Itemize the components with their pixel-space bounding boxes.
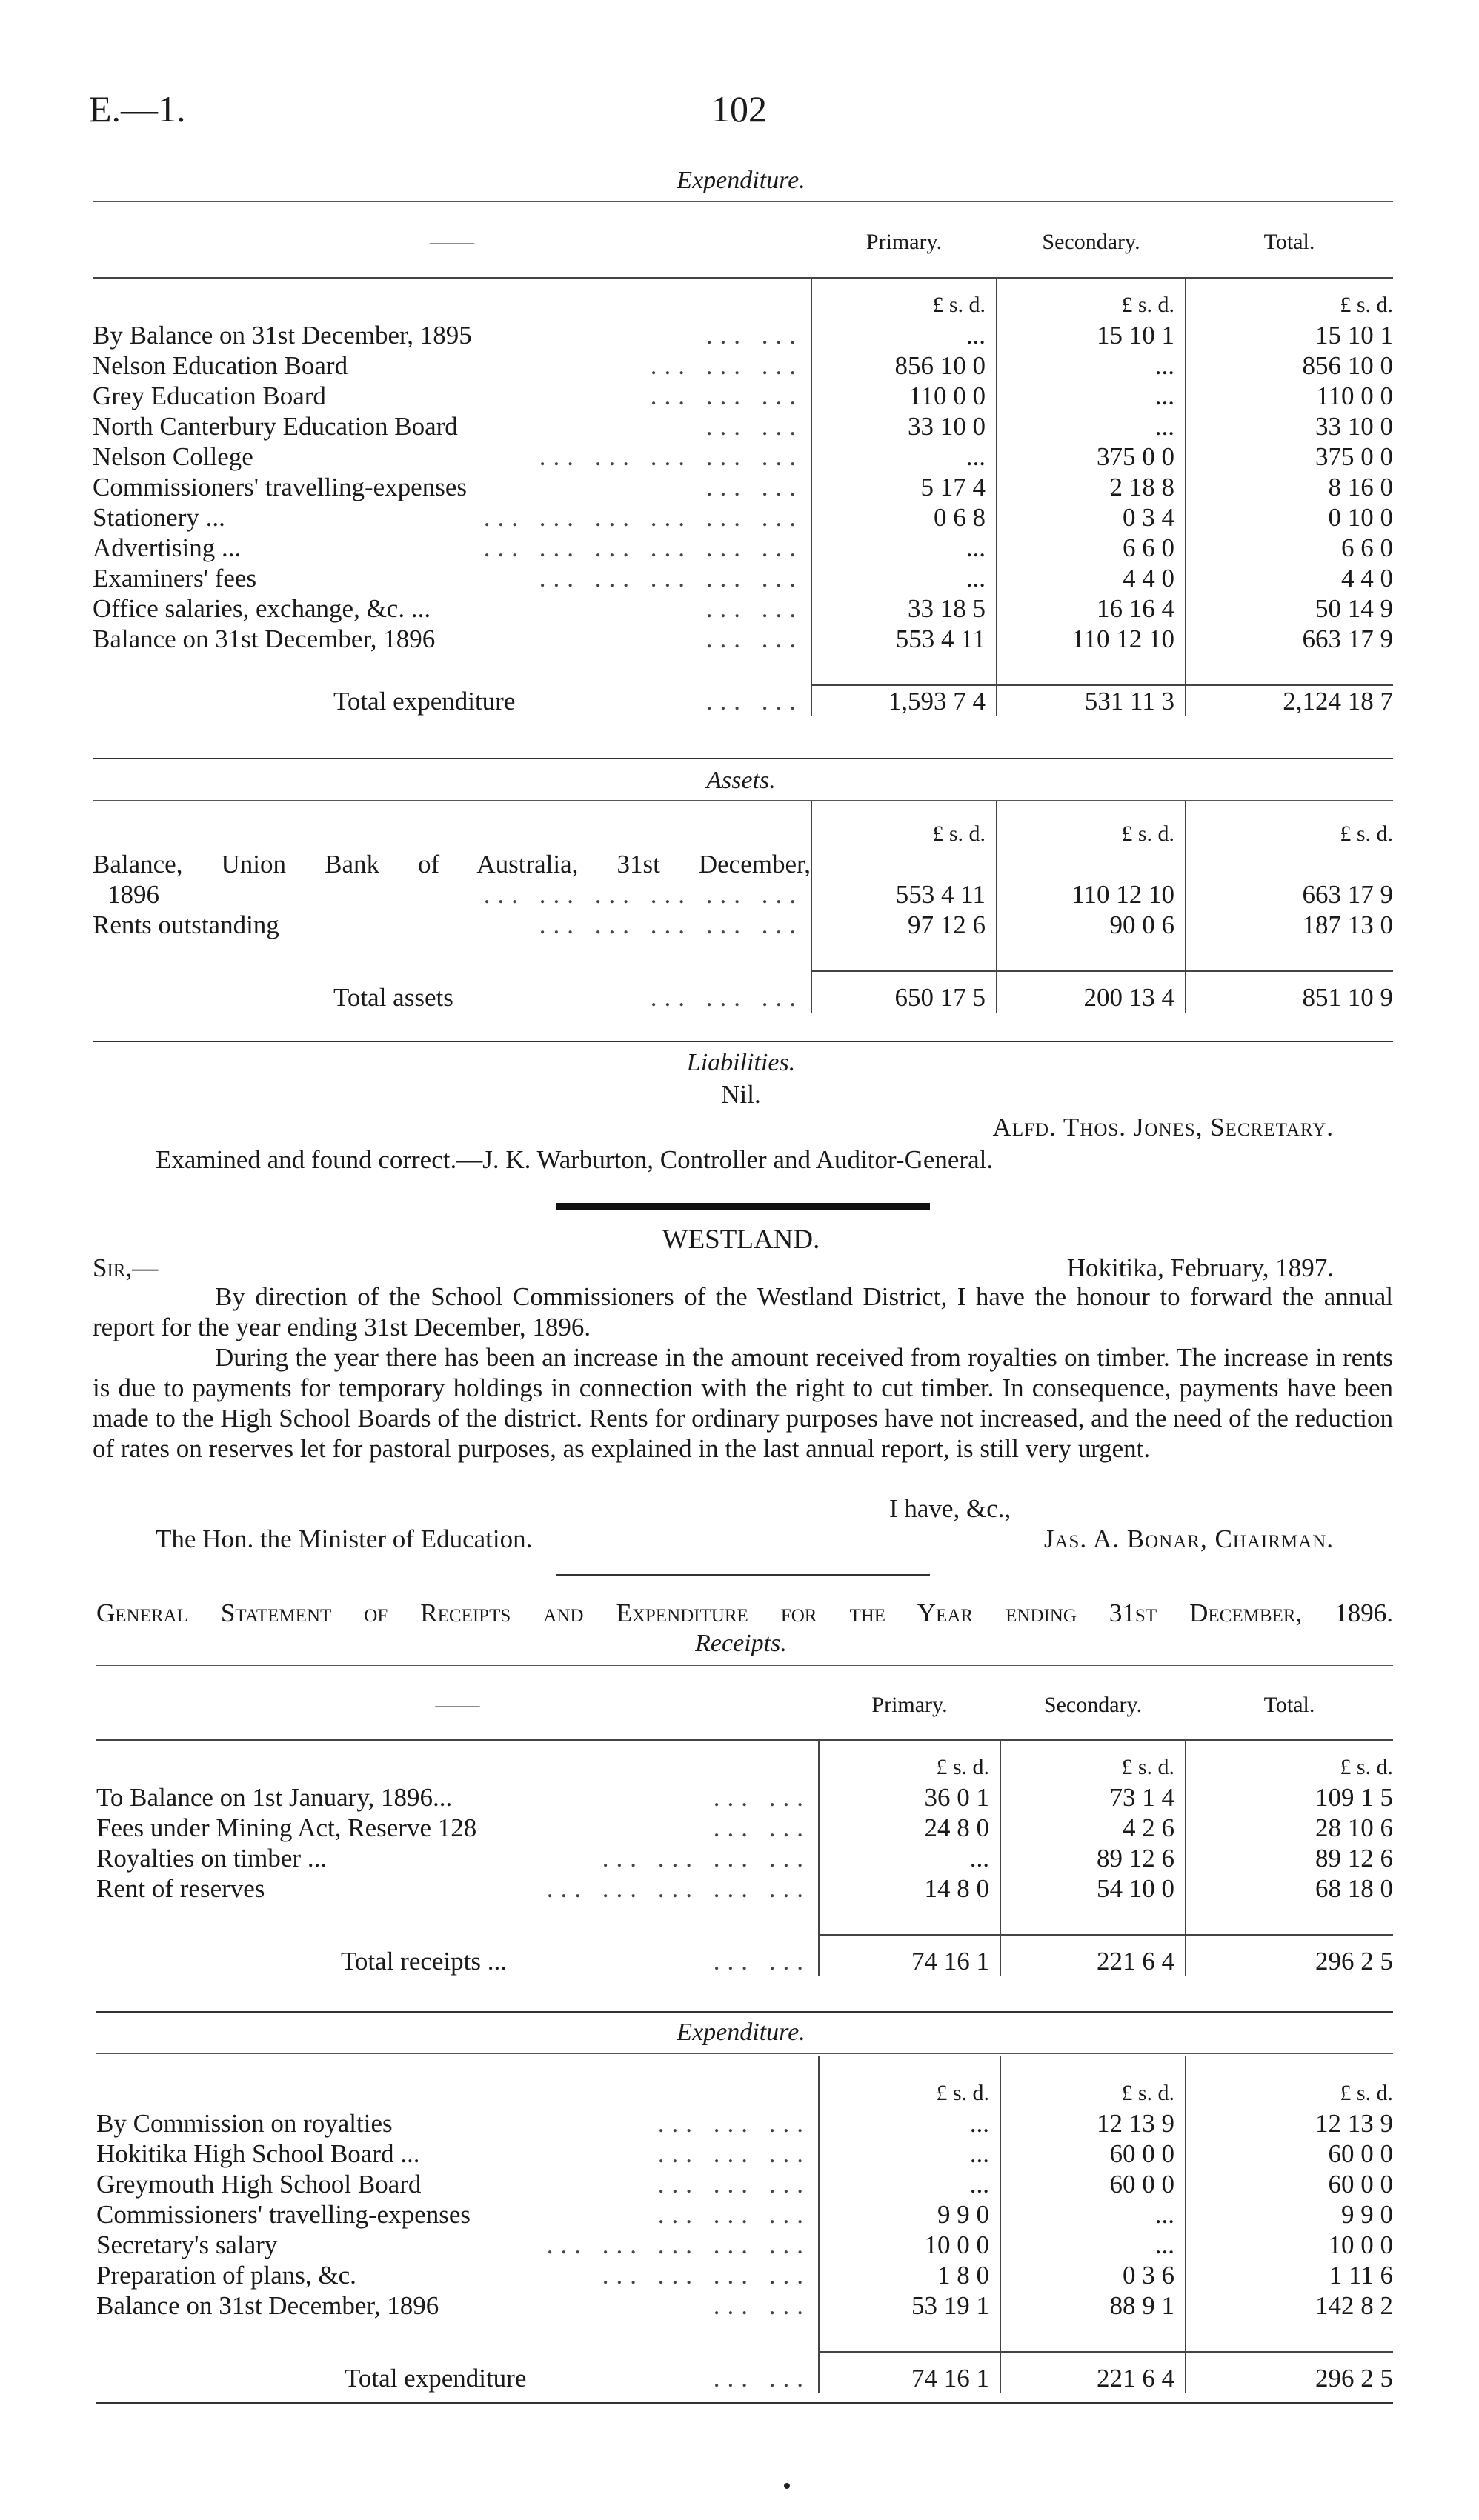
statement-title: General Statement of Receipts and Expenditure for the Year ending 31st December, 1896. bbox=[96, 1599, 1393, 1627]
column-header-primary: Primary. bbox=[865, 230, 943, 254]
table-header-row bbox=[93, 207, 1393, 278]
row-label: Balance, Union Bank of Australia, 31st December, bbox=[93, 850, 811, 879]
secondary-cell: ... bbox=[1000, 2230, 1186, 2260]
unit-label: £ s. d. bbox=[1186, 278, 1393, 320]
total-cell: 33 10 0 bbox=[1186, 411, 1393, 441]
total-cell: 68 18 0 bbox=[1186, 1873, 1393, 1904]
table-row: Fees under Mining Act, Reserve 128 ... ... 24 8 0 4 2 6 28 10 6 bbox=[96, 1813, 1393, 1842]
secondary-cell: 2 18 8 bbox=[997, 472, 1186, 502]
total-cell: 375 0 0 bbox=[1186, 441, 1393, 472]
primary-total: 74 16 1 bbox=[819, 1935, 1000, 1976]
total-label: Total receipts ... bbox=[341, 1947, 507, 1976]
grand-total: 2,124 18 7 bbox=[1186, 685, 1393, 716]
table-row: By Commission on royalties ... ... ... ... 12 13 9 12 13 9 bbox=[96, 2109, 1393, 2138]
table-row: Balance on 31st December, 1896 ... ... 553 4 11 110 12 10 663 17 9 bbox=[93, 624, 1393, 653]
table-row: Grey Education Board ... ... ... 110 0 0 ... 110 0 0 bbox=[93, 381, 1393, 410]
row-label: Examiners' fees bbox=[93, 564, 257, 593]
rule bbox=[96, 2053, 1393, 2054]
unit-label: £ s. d. bbox=[1000, 2056, 1186, 2108]
rule bbox=[96, 2402, 1393, 2404]
westland-expenditure-table bbox=[96, 2056, 1393, 2393]
row-label: Nelson College bbox=[93, 442, 253, 471]
secondary-cell: 73 1 4 bbox=[1000, 1782, 1186, 1813]
rule bbox=[93, 1041, 1393, 1042]
secondary-cell: 375 0 0 bbox=[997, 441, 1186, 472]
row-label: Rent of reserves bbox=[96, 1874, 265, 1903]
total-cell: 663 17 9 bbox=[1186, 624, 1393, 654]
primary-cell: 9 9 0 bbox=[819, 2199, 1000, 2230]
total-label: Total expenditure bbox=[333, 687, 516, 716]
total-cell: 60 0 0 bbox=[1186, 2169, 1393, 2199]
secondary-total: 221 6 4 bbox=[1000, 2352, 1186, 2393]
primary-total: 650 17 5 bbox=[811, 971, 997, 1013]
row-label: Commissioners' travelling-expenses bbox=[93, 473, 467, 501]
secondary-cell: ... bbox=[997, 411, 1186, 441]
auditor-certification: Examined and found correct.—J. K. Warburton, Controller and Auditor-General. bbox=[156, 1145, 994, 1174]
row-label: Grey Education Board bbox=[93, 381, 326, 410]
secondary-cell: 15 10 1 bbox=[997, 320, 1186, 350]
nelson-secretary-signature: Alfd. Thos. Jones, Secretary. bbox=[992, 1113, 1334, 1141]
total-cell: 28 10 6 bbox=[1186, 1813, 1393, 1843]
secondary-cell: ... bbox=[1000, 2199, 1186, 2230]
closing: I have, &c., bbox=[889, 1494, 1011, 1523]
primary-cell: 14 8 0 bbox=[819, 1873, 1000, 1904]
row-label: Preparation of plans, &c. bbox=[96, 2261, 356, 2290]
primary-cell: 1 8 0 bbox=[819, 2260, 1000, 2290]
page-number: 102 bbox=[711, 88, 767, 130]
unit-label: £ s. d. bbox=[811, 278, 997, 320]
row-label: Commissioners' travelling-expenses bbox=[96, 2200, 471, 2229]
total-row: Total expenditure ... ... 1,593 7 4 531 11 3 2,124 18 7 bbox=[333, 687, 1393, 716]
table-row: Examiners' fees ... ... ... ... ... ... 4 4 0 4 4 0 bbox=[93, 564, 1393, 593]
nelson-liabilities-caption: Liabilities. bbox=[686, 1049, 796, 1076]
place-date: Hokitika, February, 1897. bbox=[1066, 1253, 1334, 1282]
secondary-cell: 6 6 0 bbox=[997, 533, 1186, 563]
primary-cell: 53 19 1 bbox=[819, 2290, 1000, 2321]
primary-cell: 33 18 5 bbox=[811, 593, 997, 624]
unit-label: £ s. d. bbox=[997, 801, 1186, 849]
table-row: Nelson College ... ... ... ... ... ... 375 0 0 375 0 0 bbox=[93, 442, 1393, 471]
section-divider bbox=[556, 1203, 930, 1210]
nelson-expenditure-caption: Expenditure. bbox=[677, 167, 805, 194]
secondary-total: 531 11 3 bbox=[997, 685, 1186, 716]
total-cell: 50 14 9 bbox=[1186, 593, 1393, 624]
secondary-cell: ... bbox=[997, 381, 1186, 411]
rule bbox=[93, 758, 1393, 759]
table-row: Royalties on timber ... ... ... ... ... ... 89 12 6 89 12 6 bbox=[96, 1844, 1393, 1873]
primary-total: 74 16 1 bbox=[819, 2352, 1000, 2393]
letter-paragraph-2: During the year there has been an increase in the amount received from royalties on timber. The increase in rents is due to payments for temporary holdings in connection with the right to cut timber. In consequence, payments have been made to the High School Boards of the district. Rents for ordinary purposes have not increased, and the need of the reduction of rates on reserves let for pastoral purposes, as explained in the last annual report, is still very urgent. bbox=[93, 1343, 1393, 1463]
row-label: By Balance on 31st December, 1895 bbox=[93, 321, 472, 350]
total-row: Total expenditure ... ... 74 16 1 221 6 4 296 2 5 bbox=[96, 2352, 1393, 2393]
row-label: Balance on 31st December, 1896 bbox=[93, 624, 436, 653]
table-row: North Canterbury Education Board ... ... 33 10 0 ... 33 10 0 bbox=[93, 412, 1393, 441]
primary-cell: 33 10 0 bbox=[811, 411, 997, 441]
table-row: Secretary's salary ... ... ... ... ... 10 0 0 ... 10 0 0 bbox=[96, 2230, 1393, 2259]
salutation: Sir,— bbox=[93, 1253, 159, 1282]
table-row: Greymouth High School Board ... ... ... ... 60 0 0 60 0 0 bbox=[96, 2170, 1393, 2199]
primary-cell: 97 12 6 bbox=[811, 910, 997, 940]
row-label-continued: 1896 bbox=[107, 880, 159, 909]
primary-cell: ... bbox=[819, 1843, 1000, 1873]
total-cell: 110 0 0 bbox=[1186, 381, 1393, 411]
secondary-cell: 4 4 0 bbox=[997, 563, 1186, 593]
table-row: Office salaries, exchange, &c. ... ... ... 33 18 5 16 16 4 50 14 9 bbox=[93, 594, 1393, 623]
table-row: Rent of reserves ... ... ... ... ... 14 8 0 54 10 0 68 18 0 bbox=[96, 1874, 1393, 1903]
westland-receipts-caption: Receipts. bbox=[695, 1630, 787, 1657]
table-row: Rents outstanding ... ... ... ... ... 97 12 6 90 0 6 187 13 0 bbox=[93, 910, 1393, 939]
nelson-assets-caption: Assets. bbox=[706, 767, 776, 794]
total-row: Total receipts ... ... ... 74 16 1 221 6 4 296 2 5 bbox=[96, 1935, 1393, 1976]
row-label: Office salaries, exchange, &c. ... bbox=[93, 594, 431, 623]
table-row: Stationery ... ... ... ... ... ... ... 0 6 8 0 3 4 0 10 0 bbox=[93, 503, 1393, 532]
primary-cell: 24 8 0 bbox=[819, 1813, 1000, 1843]
secondary-cell: 54 10 0 bbox=[1000, 1873, 1186, 1904]
total-cell: 6 6 0 bbox=[1186, 533, 1393, 563]
secondary-cell: 60 0 0 bbox=[1000, 2169, 1186, 2199]
secondary-cell: 60 0 0 bbox=[1000, 2139, 1186, 2169]
unit-label: £ s. d. bbox=[1186, 2056, 1393, 2108]
total-cell: 12 13 9 bbox=[1186, 2108, 1393, 2139]
column-header-secondary: Secondary. bbox=[1043, 1693, 1143, 1717]
unit-row bbox=[96, 1740, 1393, 1782]
westland-receipts-table bbox=[96, 1671, 1393, 1976]
total-row: Total assets ... ... ... 650 17 5 200 13 4 851 10 9 bbox=[93, 971, 1393, 1013]
total-cell: 4 4 0 bbox=[1186, 563, 1393, 593]
table-row: Commissioners' travelling-expenses ... ... ... 9 9 0 ... 9 9 0 bbox=[96, 2200, 1393, 2229]
secondary-cell: 0 3 4 bbox=[997, 502, 1186, 533]
decorative-dot bbox=[784, 2483, 790, 2489]
unit-row bbox=[93, 278, 1393, 320]
row-label: Royalties on timber ... bbox=[96, 1844, 328, 1873]
table-row: Commissioners' travelling-expenses ... ... 5 17 4 2 18 8 8 16 0 bbox=[93, 473, 1393, 501]
total-cell: 187 13 0 bbox=[1186, 910, 1393, 940]
secondary-cell: ... bbox=[997, 350, 1186, 381]
column-header-secondary: Secondary. bbox=[1042, 230, 1140, 254]
primary-cell: 553 4 11 bbox=[811, 879, 997, 910]
unit-row bbox=[96, 2056, 1393, 2108]
row-label: Stationery ... bbox=[93, 503, 225, 532]
secondary-cell: 16 16 4 bbox=[997, 593, 1186, 624]
total-cell: 663 17 9 bbox=[1186, 879, 1393, 910]
total-cell: 89 12 6 bbox=[1186, 1843, 1393, 1873]
unit-label: £ s. d. bbox=[811, 801, 997, 849]
unit-label: £ s. d. bbox=[1186, 801, 1393, 849]
table-row: Nelson Education Board ... ... ... 856 10 0 ... 856 10 0 bbox=[93, 351, 1393, 380]
total-label: Total expenditure bbox=[345, 2364, 527, 2393]
secondary-cell: 0 3 6 bbox=[1000, 2260, 1186, 2290]
primary-total: 1,593 7 4 bbox=[811, 685, 997, 716]
primary-cell: ... bbox=[811, 533, 997, 563]
rule bbox=[93, 800, 1393, 801]
rule bbox=[96, 2011, 1393, 2013]
nelson-assets-table bbox=[93, 801, 1393, 1013]
total-cell: 856 10 0 bbox=[1186, 350, 1393, 381]
primary-cell: ... bbox=[819, 2108, 1000, 2139]
chairman-signature: Jas. A. Bonar, Chairman. bbox=[1043, 1524, 1334, 1553]
row-label: Rents outstanding bbox=[93, 910, 279, 939]
unit-label: £ s. d. bbox=[1000, 1740, 1186, 1782]
total-cell: 8 16 0 bbox=[1186, 472, 1393, 502]
secondary-cell: 110 12 10 bbox=[997, 879, 1186, 910]
row-label: Greymouth High School Board bbox=[96, 2170, 422, 2199]
secondary-cell: 89 12 6 bbox=[1000, 1843, 1186, 1873]
primary-cell: 553 4 11 bbox=[811, 624, 997, 654]
row-label: Advertising ... bbox=[93, 533, 242, 562]
secondary-cell: 4 2 6 bbox=[1000, 1813, 1186, 1843]
grand-total: 296 2 5 bbox=[1186, 2352, 1393, 2393]
rule bbox=[93, 201, 1393, 202]
rule bbox=[96, 1665, 1393, 1666]
total-cell: 60 0 0 bbox=[1186, 2139, 1393, 2169]
total-cell: 9 9 0 bbox=[1186, 2199, 1393, 2230]
secondary-cell: 110 12 10 bbox=[997, 624, 1186, 654]
table-row: Hokitika High School Board ... ... ... ... ... 60 0 0 60 0 0 bbox=[96, 2139, 1393, 2168]
row-label: Balance on 31st December, 1896 bbox=[96, 2291, 439, 2320]
row-label: North Canterbury Education Board bbox=[93, 412, 458, 441]
primary-cell: ... bbox=[819, 2139, 1000, 2169]
westland-expenditure-caption: Expenditure. bbox=[677, 2019, 805, 2046]
unit-label: £ s. d. bbox=[1186, 1740, 1393, 1782]
secondary-cell: 90 0 6 bbox=[997, 910, 1186, 940]
report-code: E.—1. bbox=[89, 88, 186, 130]
primary-cell: 110 0 0 bbox=[811, 381, 997, 411]
table-row: 1896 ... ... ... ... ... ... 553 4 11 110 12 10 663 17 9 bbox=[107, 880, 1393, 909]
primary-cell: 856 10 0 bbox=[811, 350, 997, 381]
row-label: By Commission on royalties bbox=[96, 2109, 393, 2138]
total-cell: 0 10 0 bbox=[1186, 502, 1393, 533]
table-row: Balance on 31st December, 1896 ... ... 53 19 1 88 9 1 142 8 2 bbox=[96, 2291, 1393, 2320]
row-label: Fees under Mining Act, Reserve 128 bbox=[96, 1813, 477, 1842]
primary-cell: 0 6 8 bbox=[811, 502, 997, 533]
row-label: To Balance on 1st January, 1896... bbox=[96, 1783, 453, 1812]
primary-cell: ... bbox=[819, 2169, 1000, 2199]
row-label: Secretary's salary bbox=[96, 2230, 278, 2259]
westland-heading: WESTLAND. bbox=[662, 1224, 820, 1255]
total-cell: 142 8 2 bbox=[1186, 2290, 1393, 2321]
unit-row bbox=[93, 801, 1393, 849]
addressee: The Hon. the Minister of Education. bbox=[156, 1524, 533, 1553]
row-label: Nelson Education Board bbox=[93, 351, 348, 380]
liabilities-value: Nil. bbox=[721, 1080, 761, 1109]
total-cell: 109 1 5 bbox=[1186, 1782, 1393, 1813]
primary-cell: 5 17 4 bbox=[811, 472, 997, 502]
secondary-total: 221 6 4 bbox=[1000, 1935, 1186, 1976]
total-cell: 10 0 0 bbox=[1186, 2230, 1393, 2260]
primary-cell: 10 0 0 bbox=[819, 2230, 1000, 2260]
primary-cell: ... bbox=[811, 563, 997, 593]
table-row bbox=[93, 849, 1393, 879]
table-row: By Balance on 31st December, 1895 ... ... ... 15 10 1 15 10 1 bbox=[93, 321, 1393, 350]
column-header-total: Total. bbox=[1263, 230, 1315, 254]
grand-total: 296 2 5 bbox=[1186, 1935, 1393, 1976]
primary-cell: ... bbox=[811, 441, 997, 472]
table-row: Advertising ... ... ... ... ... ... ... ... 6 6 0 6 6 0 bbox=[93, 533, 1393, 562]
unit-label: £ s. d. bbox=[819, 2056, 1000, 2108]
unit-label: £ s. d. bbox=[997, 278, 1186, 320]
total-cell: 15 10 1 bbox=[1186, 320, 1393, 350]
primary-cell: 36 0 1 bbox=[819, 1782, 1000, 1813]
letter-paragraph-1: By direction of the School Commissioners of the Westland District, I have the honour to forward the annual report for the year ending 31st December, 1896. bbox=[93, 1282, 1393, 1341]
column-header-total: Total. bbox=[1263, 1693, 1315, 1717]
column-header-primary: Primary. bbox=[871, 1693, 948, 1717]
table-row: Preparation of plans, &c. ... ... ... ... 1 8 0 0 3 6 1 11 6 bbox=[96, 2261, 1393, 2290]
total-label: Total assets bbox=[333, 983, 453, 1012]
table-row: To Balance on 1st January, 1896... ... ... 36 0 1 73 1 4 109 1 5 bbox=[96, 1783, 1393, 1812]
column-header-description: —— bbox=[435, 1693, 480, 1717]
grand-total: 851 10 9 bbox=[1186, 971, 1393, 1013]
table-header-row bbox=[96, 1671, 1393, 1740]
section-divider bbox=[556, 1574, 930, 1576]
nelson-expenditure-table bbox=[93, 207, 1393, 716]
secondary-total: 200 13 4 bbox=[997, 971, 1186, 1013]
primary-cell: ... bbox=[811, 320, 997, 350]
column-header-description: —— bbox=[430, 230, 474, 254]
unit-label: £ s. d. bbox=[819, 1740, 1000, 1782]
total-cell: 1 11 6 bbox=[1186, 2260, 1393, 2290]
secondary-cell: 88 9 1 bbox=[1000, 2290, 1186, 2321]
secondary-cell: 12 13 9 bbox=[1000, 2108, 1186, 2139]
row-label: Hokitika High School Board ... bbox=[96, 2139, 420, 2168]
